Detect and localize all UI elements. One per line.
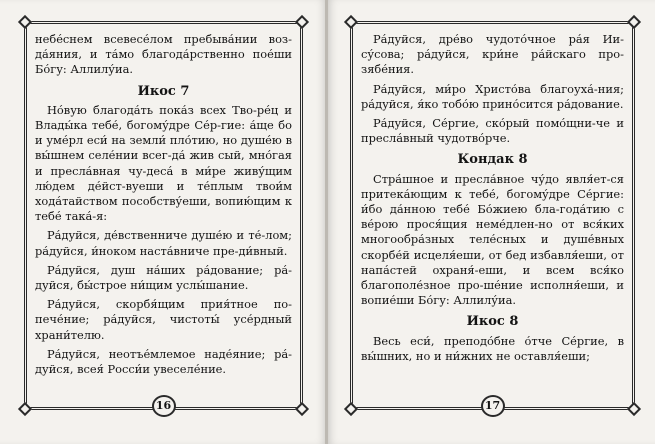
corner-ornament-icon xyxy=(295,15,309,29)
kondak-8-heading: Кондак 8 xyxy=(457,152,528,168)
page-number-left: 16 xyxy=(152,395,176,417)
rejoice-line: Ра́дуйся, де́вственниче душе́ю и те́-лом; ра́дуйся, и́ноком наста́вниче пре-ди́вный. xyxy=(35,228,292,258)
rejoice-line: Ра́дуйся, ми́ро Христо́ва благоуха́-ния; ра́дуйся, я́ко тобо́ю прино́сится ра́дование. xyxy=(361,81,624,111)
right-page xyxy=(328,0,655,444)
rejoice-line: Ра́дуйся, дре́во чудото́чное ра́я Ии-су́сова; ра́дуйся, кри́не ра́йскаго про-зябе́ния. xyxy=(361,32,624,77)
corner-ornament-icon xyxy=(18,402,32,416)
right-page-text xyxy=(361,32,624,395)
ikos-7-heading: Икос 7 xyxy=(137,83,190,99)
corner-ornament-icon xyxy=(295,402,309,416)
left-intro-paragraph: небе́снем всевесе́лом пребыва́нии воз-да́яния, и та́мо благода́рственно пое́ши Бо́гу: Аллилу́иа. xyxy=(35,32,292,77)
corner-ornament-icon xyxy=(627,402,641,416)
left-page-text xyxy=(35,32,292,395)
ikos-7-body: Но́вую благода́ть пока́з всех Тво-ре́ц и Влады́ка тебе́, богому́дре Се́р-гие: а́ще бо и уме́рл еси́ на земли́ пло́тию, но душе́ю в вы́шнем селе́нии всег-да́ жив сый, мно́гая и пресла́вная чу-деса́ в ми́ре живу́щим лю́дем де́йст-вуеши и те́плым твои́м хода́тайством пособству́еши, вопию́щим к тебе́ така́-я: xyxy=(35,102,292,224)
page-number-right: 17 xyxy=(481,395,505,417)
rejoice-line: Ра́дуйся, скорбя́щим прия́тное по-пече́ние; ра́дуйся, чистоты́ усе́рдный храни́телю. xyxy=(35,297,292,342)
ikos-8-body: Весь еси́, преподо́бне о́тче Се́ргие, в вы́шних, но и ни́жних не оставля́еши; xyxy=(361,333,624,363)
corner-ornament-icon xyxy=(627,15,641,29)
left-page xyxy=(0,0,326,444)
right-page-frame xyxy=(350,21,635,410)
corner-ornament-icon xyxy=(18,15,32,29)
left-page-frame xyxy=(24,21,303,410)
rejoice-line: Ра́дуйся, неотъе́млемое наде́яние; ра́-дуйся, всея́ Росси́и увеселе́ние. xyxy=(35,346,292,377)
kondak-8-body: Стра́шное и пресла́вное чу́до явля́ет-ся притека́ющим к тебе́, богому́дре Се́ргие: и́бо да́нною тебе́ Бо́жиею бла-года́тию с ве́рою прося́щия неме́длен-но от вся́ких многообра́зных теле́сных и душе́вных скорбе́й исцеля́еши, от бед избавля́еши, от напа́стей охраня́-еши, и всем вся́ко благополе́зное про-ше́ние исполня́еши, и вопие́ши Бо́гу: Аллилу́иа. xyxy=(361,171,624,308)
corner-ornament-icon xyxy=(344,15,358,29)
rejoice-line: Ра́дуйся, Се́ргие, ско́рый помо́щни-че и пресла́вный чудотво́рче. xyxy=(361,116,624,146)
corner-ornament-icon xyxy=(344,402,358,416)
ikos-8-heading: Икос 8 xyxy=(466,314,519,330)
rejoice-line: Ра́дуйся, душ на́ших ра́дование; ра́-дуйся, бы́строе ни́щим услы́шание. xyxy=(35,262,292,293)
